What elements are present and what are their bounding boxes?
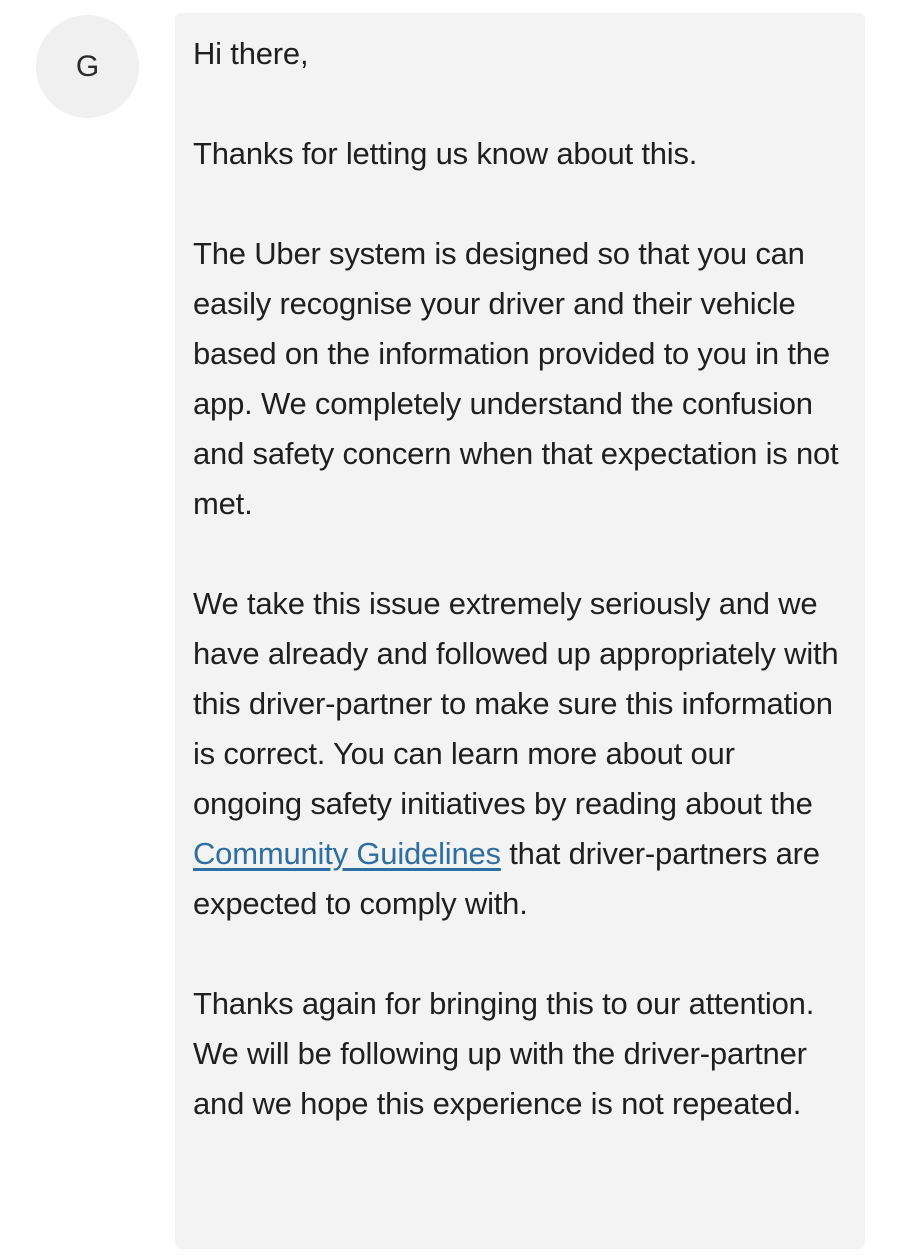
avatar-initial: G — [75, 49, 100, 83]
message-paragraph-system: The Uber system is designed so that you can easily recognise your driver and their vehicle based on the information provided to you in the app. We completely understand the confusion and safety concern when that expectation is not met. — [193, 236, 839, 521]
safety-text-start: We take this issue extremely seriously and we have already and followed up appropriately with this driver-partner to make sure this information is correct. You can learn more about our ongoing safety initiatives by reading about the — [193, 586, 839, 821]
community-guidelines-link[interactable]: Community Guidelines — [193, 836, 501, 871]
message-greeting: Hi there, — [193, 36, 309, 71]
message-bubble — [175, 13, 865, 1249]
message-closing: Thanks again for bringing this to our attention. We will be following up with the driver-partner and we hope this experience is not repeated. — [193, 986, 815, 1121]
sender-avatar — [36, 15, 139, 118]
message-thanks: Thanks for letting us know about this. — [193, 136, 698, 171]
safety-text-end: that driver-partners are expected to comply with. — [193, 836, 820, 921]
message-paragraph-safety — [193, 579, 851, 929]
